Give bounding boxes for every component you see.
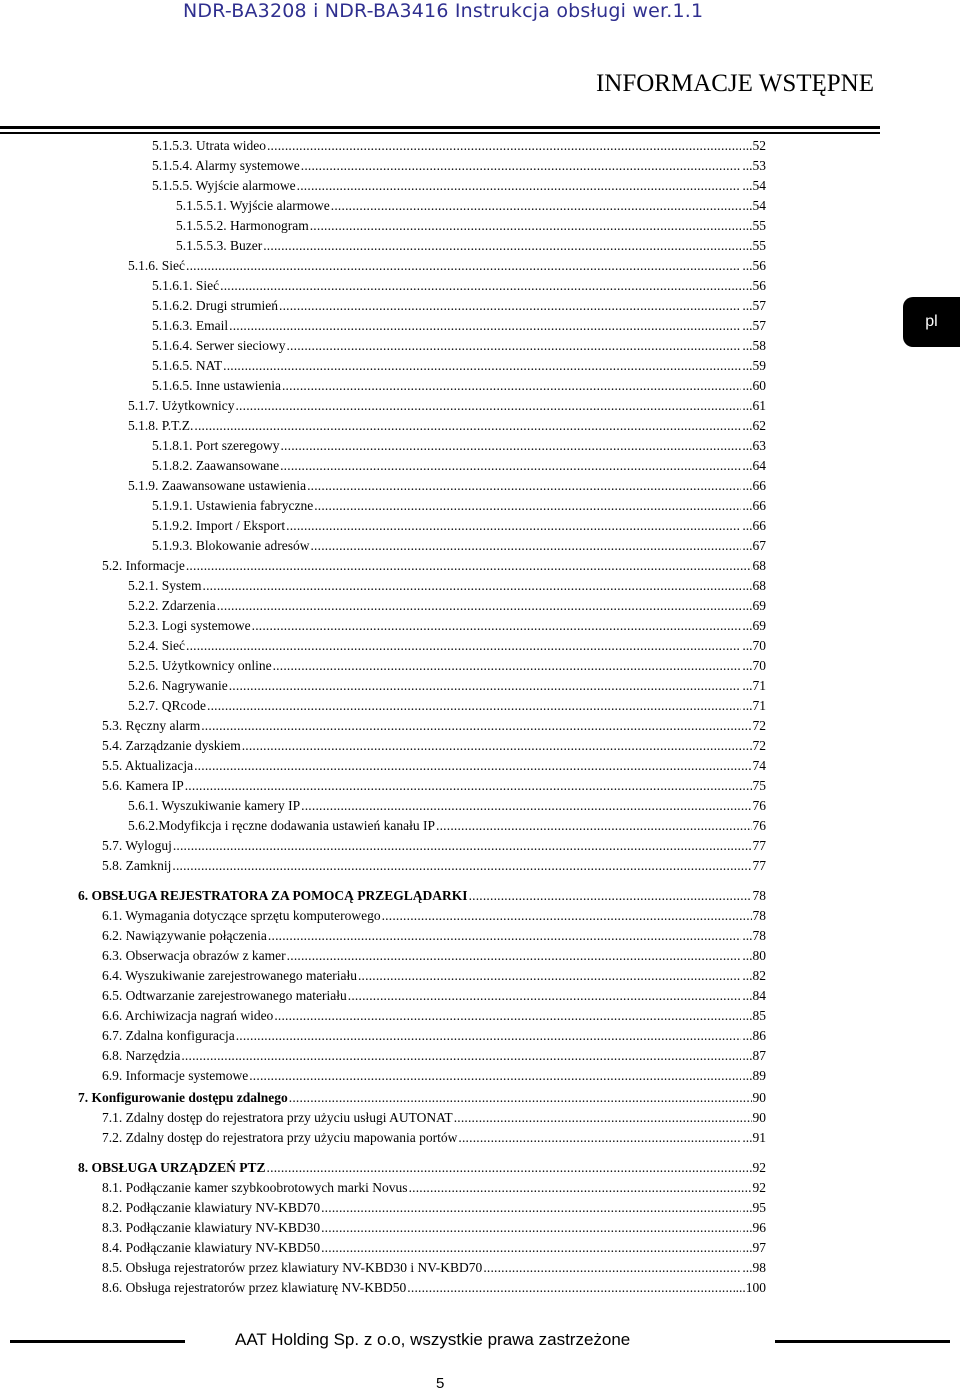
toc-entry[interactable] — [152, 316, 766, 336]
section-title: INFORMACJE WSTĘPNE — [595, 70, 874, 97]
toc-leader-dots — [186, 636, 741, 656]
toc-entry-title: 6.2. Nawiązywanie połączenia — [102, 928, 267, 943]
toc-entry-title: 8.5. Obsługa rejestratorów przez klawiatury NV-KBD30 i NV-KBD70 — [102, 1260, 483, 1275]
toc-entry-page: ...64 — [742, 458, 766, 473]
toc-leader-dots — [242, 736, 752, 756]
toc-entry[interactable] — [128, 656, 766, 676]
toc-leader-dots — [289, 1088, 752, 1108]
toc-entry-title: 8.3. Podłączanie klawiatury NV-KBD30 — [102, 1220, 321, 1235]
toc-leader-dots — [286, 516, 741, 536]
toc-entry-page: ...62 — [742, 418, 766, 433]
toc-entry-page: ...84 — [742, 988, 766, 1003]
toc-entry[interactable] — [102, 1108, 766, 1128]
toc-leader-dots — [314, 496, 741, 516]
toc-leader-dots — [301, 796, 751, 816]
toc-leader-dots — [297, 176, 742, 196]
toc-entry-page: 92 — [752, 1160, 766, 1175]
toc-leader-dots — [236, 1026, 742, 1046]
toc-entry-page: ...89 — [742, 1068, 766, 1083]
toc-entry-page: ...53 — [742, 158, 766, 173]
toc-entry-title: 5.1.8.1. Port szeregowy — [152, 438, 280, 453]
toc-entry[interactable] — [152, 436, 766, 456]
toc-entry-title: 5.1.8. P.T.Z. — [128, 418, 194, 433]
toc-entry-title: 5.6.2.Modyfikcja i ręczne dodawania ustawień kanału IP — [128, 818, 436, 833]
toc-entry-title: 8.2. Podłączanie klawiatury NV-KBD70 — [102, 1200, 321, 1215]
toc-entry-page: 74 — [752, 758, 766, 773]
toc-entry[interactable] — [102, 966, 766, 986]
toc-entry-title: 5.4. Zarządzanie dyskiem — [102, 738, 241, 753]
toc-entry-title: 5.1.6. Sieć — [128, 258, 185, 273]
toc-entry-page: 78 — [752, 888, 766, 903]
page-number: 5 — [436, 1375, 445, 1392]
toc-leader-dots — [483, 1258, 741, 1278]
toc-entry-title: 5.6. Kamera IP — [102, 778, 184, 793]
toc-leader-dots — [263, 236, 741, 256]
toc-leader-dots — [203, 576, 742, 596]
toc-leader-dots — [172, 856, 751, 876]
toc-entry[interactable] — [128, 476, 766, 496]
toc-leader-dots — [321, 1218, 741, 1238]
toc-entry-title: 5.2.1. System — [128, 578, 202, 593]
toc-leader-dots — [382, 906, 752, 926]
toc-entry-page: ...78 — [742, 928, 766, 943]
toc-entry[interactable] — [152, 176, 766, 196]
toc-entry-title: 5.8. Zamknij — [102, 858, 172, 873]
toc-leader-dots — [409, 1178, 752, 1198]
toc-entry[interactable] — [152, 456, 766, 476]
toc-entry[interactable] — [176, 236, 766, 256]
toc-entry[interactable] — [102, 556, 766, 576]
toc-entry-title: 5.1.5.4. Alarmy systemowe — [152, 158, 300, 173]
toc-entry-title: 8. OBSŁUGA URZĄDZEŃ PTZ — [78, 1160, 266, 1175]
toc-entry-title: 5.1.5.5.1. Wyjście alarmowe — [176, 198, 330, 213]
toc-entry[interactable] — [128, 576, 766, 596]
toc-leader-dots — [267, 1158, 752, 1178]
toc-entry-title: 5.1.7. Użytkownicy — [128, 398, 235, 413]
toc-entry[interactable] — [102, 1278, 766, 1298]
toc-entry-title: 5.1.5.5.2. Harmonogram — [176, 218, 309, 233]
toc-entry-page: ...54 — [742, 198, 766, 213]
toc-leader-dots — [273, 656, 742, 676]
toc-entry[interactable] — [128, 416, 766, 436]
toc-entry-page: ...69 — [742, 618, 766, 633]
toc-entry[interactable] — [128, 636, 766, 656]
toc-entry-title: 7. Konfigurowanie dostępu zdalnego — [78, 1090, 288, 1105]
toc-leader-dots — [407, 1278, 734, 1298]
toc-entry-page: ...56 — [742, 258, 766, 273]
toc-entry-page: ...70 — [742, 658, 766, 673]
toc-entry-page: ...57 — [742, 318, 766, 333]
toc-leader-dots — [249, 1066, 741, 1086]
toc-entry-page: 92 — [752, 1180, 766, 1195]
toc-entry-title: 6.8. Narzędzia — [102, 1048, 181, 1063]
toc-entry[interactable] — [152, 136, 766, 156]
toc-entry[interactable] — [102, 986, 766, 1006]
toc-entry-page: ...69 — [742, 598, 766, 613]
toc-entry[interactable] — [102, 856, 766, 876]
toc-entry-title: 6.4. Wyszukiwanie zarejestrowanego materiału — [102, 968, 357, 983]
toc-entry-page: 77 — [752, 858, 766, 873]
toc-entry-title: 5.2.7. QRcode — [128, 698, 206, 713]
toc-entry-title: 6. OBSŁUGA REJESTRATORA ZA POMOCĄ PRZEGLĄDARKI — [78, 888, 468, 903]
toc-entry-title: 5.2.3. Logi systemowe — [128, 618, 251, 633]
toc-entry[interactable] — [78, 1158, 766, 1178]
toc-entry[interactable] — [152, 296, 766, 316]
toc-entry[interactable] — [128, 256, 766, 276]
toc-entry-title: 5.1.9.1. Ustawienia fabryczne — [152, 498, 314, 513]
toc-leader-dots — [229, 676, 742, 696]
toc-entry-page: ...52 — [742, 138, 766, 153]
toc-entry-page: 76 — [752, 798, 766, 813]
toc-entry[interactable] — [102, 756, 766, 776]
toc-entry-title: 5.1.5.5. Wyjście alarmowe — [152, 178, 296, 193]
toc-entry-page: 76 — [752, 818, 766, 833]
toc-entry-title: 6.1. Wymagania dotyczące sprzętu komputerowego — [102, 908, 381, 923]
toc-entry-page: ...61 — [742, 398, 766, 413]
toc-entry[interactable] — [152, 536, 766, 556]
toc-entry-title: 8.4. Podłączanie klawiatury NV-KBD50 — [102, 1240, 321, 1255]
toc-entry[interactable] — [102, 1026, 766, 1046]
toc-entry[interactable] — [102, 736, 766, 756]
toc-entry-title: 5.1.6.5. NAT — [152, 358, 223, 373]
toc-leader-dots — [186, 556, 752, 576]
toc-entry-page: 77 — [752, 838, 766, 853]
toc-leader-dots — [274, 1006, 741, 1026]
toc-entry[interactable] — [128, 796, 766, 816]
toc-entry-title: 7.1. Zdalny dostęp do rejestratora przy użyciu usługi AUTONAT — [102, 1110, 453, 1125]
toc-entry-title: 5.2.5. Użytkownicy online — [128, 658, 272, 673]
toc-entry[interactable] — [128, 696, 766, 716]
toc-entry-page: 90 — [752, 1090, 766, 1105]
toc-entry-title: 5.1.5.3. Utrata wideo — [152, 138, 266, 153]
toc-entry-page: ...67 — [742, 538, 766, 553]
toc-leader-dots — [310, 536, 741, 556]
toc-entry-page: ..56 — [745, 278, 766, 293]
toc-entry-title: 5.6.1. Wyszukiwanie kamery IP — [128, 798, 301, 813]
toc-entry-page: ...86 — [742, 1028, 766, 1043]
toc-leader-dots — [331, 196, 742, 216]
toc-leader-dots — [186, 256, 741, 276]
footer-rule-left — [10, 1340, 185, 1343]
toc-entry-page: ...68 — [742, 578, 766, 593]
toc-entry-page: ...59 — [742, 358, 766, 373]
toc-entry[interactable] — [102, 1006, 766, 1026]
toc-entry[interactable] — [78, 886, 766, 906]
toc-leader-dots — [280, 456, 741, 476]
toc-entry-title: 5.1.9.3. Blokowanie adresów — [152, 538, 310, 553]
toc-entry-page: ...58 — [742, 338, 766, 353]
toc-entry[interactable] — [102, 716, 766, 736]
toc-leader-dots — [207, 696, 741, 716]
toc-entry-page: ...95 — [742, 1200, 766, 1215]
toc-entry-page: 78 — [752, 908, 766, 923]
toc-entry[interactable] — [152, 356, 766, 376]
toc-entry-page: ...71 — [742, 678, 766, 693]
toc-entry[interactable] — [78, 1088, 766, 1108]
toc-entry-title: 8.6. Obsługa rejestratorów przez klawiaturę NV-KBD50 — [102, 1280, 407, 1295]
toc-entry[interactable] — [102, 1178, 766, 1198]
toc-entry[interactable] — [176, 196, 766, 216]
toc-entry-title: 5.2.6. Nagrywanie — [128, 678, 228, 693]
toc-entry-page: ...98 — [742, 1260, 766, 1275]
toc-entry[interactable] — [102, 1218, 766, 1238]
toc-entry[interactable] — [176, 216, 766, 236]
toc-leader-dots — [469, 886, 752, 906]
toc-entry-page: ...80 — [742, 948, 766, 963]
toc-entry[interactable] — [128, 616, 766, 636]
toc-entry-page: ...91 — [742, 1130, 766, 1145]
toc-leader-dots — [458, 1128, 741, 1148]
toc-entry-title: 6.7. Zdalna konfiguracja — [102, 1028, 235, 1043]
toc-entry-title: 5.1.6.4. Serwer sieciowy — [152, 338, 286, 353]
toc-entry[interactable] — [102, 1046, 766, 1066]
toc-entry-page: ...82 — [742, 968, 766, 983]
toc-entry[interactable] — [128, 396, 766, 416]
document-title: NDR-BA3208 i NDR-BA3416 Instrukcja obsługi wer.1.1 — [183, 0, 704, 22]
toc-entry-page: 68 — [752, 558, 766, 573]
toc-entry-page: 72 — [752, 718, 766, 733]
toc-entry-title: 7.2. Zdalny dostęp do rejestratora przy użyciu mapowania portów — [102, 1130, 458, 1145]
toc-entry[interactable] — [128, 596, 766, 616]
toc-leader-dots — [201, 716, 751, 736]
toc-entry-title: 6.6. Archiwizacja nagrań wideo — [102, 1008, 274, 1023]
toc-entry-page: ...96 — [742, 1220, 766, 1235]
toc-leader-dots — [321, 1238, 741, 1258]
header-rule — [0, 126, 880, 129]
toc-leader-dots — [220, 276, 745, 296]
toc-entry-page: ...54 — [742, 178, 766, 193]
toc-leader-dots — [252, 616, 742, 636]
toc-entry[interactable] — [102, 836, 766, 856]
toc-entry-title: 5.1.6.5. Inne ustawienia — [152, 378, 281, 393]
toc-leader-dots — [280, 436, 741, 456]
toc-entry-title: 5.2.2. Zdarzenia — [128, 598, 216, 613]
toc-leader-dots — [301, 156, 742, 176]
toc-leader-dots — [217, 596, 742, 616]
toc-entry[interactable] — [102, 776, 766, 796]
toc-leader-dots — [194, 756, 751, 776]
toc-entry-title: 6.5. Odtwarzanie zarejestrowanego materiału — [102, 988, 347, 1003]
toc-entry-title: 8.1. Podłączanie kamer szybkoobrotowych marki Novus — [102, 1180, 408, 1195]
toc-entry-page: ...71 — [742, 698, 766, 713]
toc-entry[interactable] — [102, 1238, 766, 1258]
toc-entry-page: ...60 — [742, 378, 766, 393]
toc-leader-dots — [181, 1046, 741, 1066]
toc-entry-title: 5.7. Wyloguj — [102, 838, 172, 853]
toc-leader-dots — [348, 986, 742, 1006]
toc-leader-dots — [173, 836, 752, 856]
toc-leader-dots — [235, 396, 741, 416]
toc-entry[interactable] — [128, 676, 766, 696]
toc-leader-dots — [436, 816, 751, 836]
toc-entry[interactable] — [152, 376, 766, 396]
toc-leader-dots — [267, 136, 741, 156]
toc-entry-title: 5.3. Ręczny alarm — [102, 718, 201, 733]
toc-entry-title: 6.9. Informacje systemowe — [102, 1068, 249, 1083]
toc-leader-dots — [454, 1108, 752, 1128]
header-rule-thin — [0, 132, 880, 134]
toc-entry-page: ...66 — [742, 518, 766, 533]
toc-entry-title: 5.1.8.2. Zaawansowane — [152, 458, 280, 473]
toc-entry-title: 5.2. Informacje — [102, 558, 185, 573]
footer-rule-right — [775, 1340, 950, 1343]
toc-entry-page: ...70 — [742, 638, 766, 653]
toc-entry-title: 5.1.6.1. Sieć — [152, 278, 220, 293]
toc-entry[interactable] — [152, 336, 766, 356]
toc-entry[interactable] — [102, 946, 766, 966]
toc-leader-dots — [185, 776, 752, 796]
toc-entry-page: ...85 — [742, 1008, 766, 1023]
toc-entry-title: 5.1.6.2. Drugi strumień — [152, 298, 278, 313]
toc-entry-page: ...66 — [742, 498, 766, 513]
toc-entry[interactable] — [102, 1066, 766, 1086]
toc-entry-title: 5.1.9. Zaawansowane ustawienia — [128, 478, 307, 493]
toc-entry-page: ...97 — [742, 1240, 766, 1255]
toc-entry-page: 72 — [752, 738, 766, 753]
toc-entry-page: 90 — [752, 1110, 766, 1125]
toc-entry[interactable] — [152, 156, 766, 176]
toc-leader-dots — [268, 926, 741, 946]
toc-leader-dots — [282, 376, 741, 396]
toc-leader-dots — [279, 296, 741, 316]
toc-entry[interactable] — [128, 816, 766, 836]
toc-leader-dots — [310, 216, 742, 236]
toc-leader-dots — [358, 966, 741, 986]
toc-entry-title: 5.1.9.2. Import / Eksport — [152, 518, 286, 533]
toc-entry-page: ...66 — [742, 478, 766, 493]
toc-entry[interactable] — [152, 516, 766, 536]
toc-entry[interactable] — [102, 1198, 766, 1218]
language-tab: pl — [903, 297, 960, 347]
toc-entry-title: 6.3. Obserwacja obrazów z kamer — [102, 948, 286, 963]
toc-entry-title: 5.1.5.5.3. Buzer — [176, 238, 263, 253]
toc-entry[interactable] — [102, 1258, 766, 1278]
toc-leader-dots — [223, 356, 741, 376]
toc-entry-page: ...87 — [742, 1048, 766, 1063]
footer-copyright: AAT Holding Sp. z o.o, wszystkie prawa zastrzeżone — [235, 1330, 631, 1349]
toc-entry[interactable] — [102, 1128, 766, 1148]
toc-leader-dots — [229, 316, 741, 336]
toc-leader-dots — [287, 946, 742, 966]
toc-entry-title: 5.2.4. Sieć — [128, 638, 185, 653]
toc-entry-page: ...57 — [742, 298, 766, 313]
toc-entry[interactable] — [102, 906, 766, 926]
toc-leader-dots — [286, 336, 741, 356]
toc-leader-dots — [307, 476, 741, 496]
toc-entry-page: ...63 — [742, 438, 766, 453]
toc-entry[interactable] — [152, 496, 766, 516]
toc-entry-title: 5.5. Aktualizacja — [102, 758, 194, 773]
toc-entry-page: 75 — [752, 778, 766, 793]
toc-entry-page: ...100 — [735, 1280, 766, 1295]
toc-entry-title: 5.1.6.3. Email — [152, 318, 229, 333]
toc-entry[interactable] — [102, 926, 766, 946]
toc-entry-page: ...55 — [742, 218, 766, 233]
toc-entry[interactable] — [152, 276, 766, 296]
toc-leader-dots — [194, 416, 741, 436]
toc-leader-dots — [321, 1198, 741, 1218]
toc-entry-page: ...55 — [742, 238, 766, 253]
